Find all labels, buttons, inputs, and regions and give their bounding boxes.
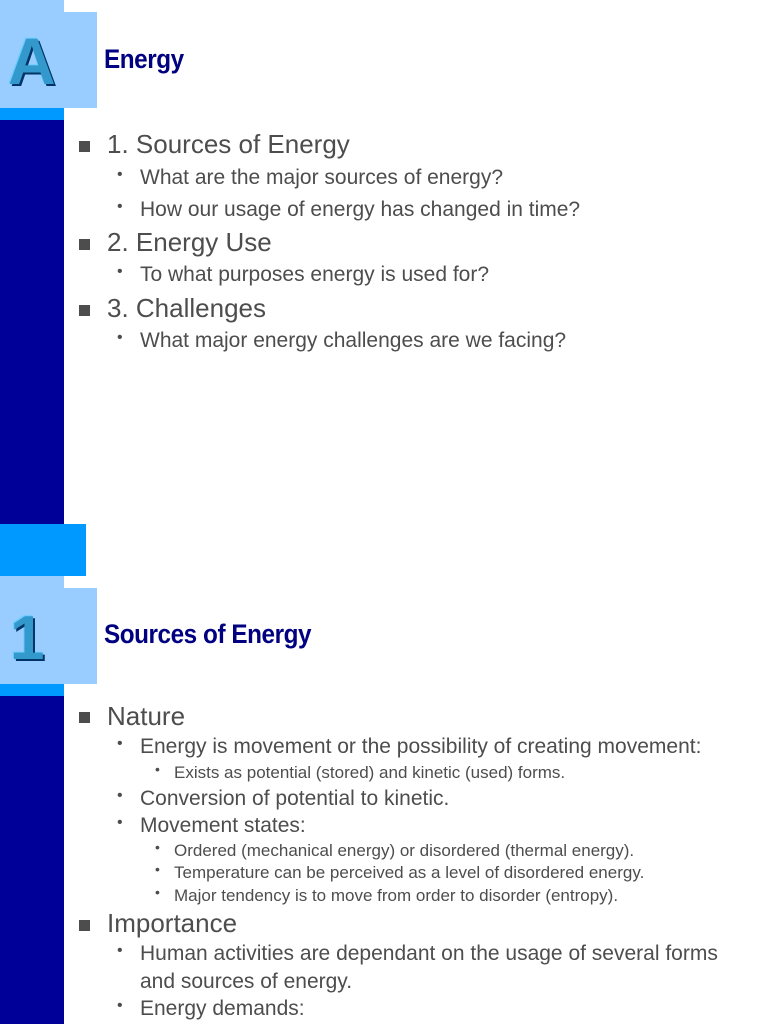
slide1-top-bar [0,0,64,12]
bullet-square [79,239,90,250]
bullet-dot: • [117,735,123,752]
list-item: What are the major sources of energy? [140,166,504,189]
slide2-top-bar [0,576,64,588]
bullet-dot: • [155,761,160,777]
slide2-title: Sources of Energy [104,619,312,649]
list-item: Nature [107,701,186,731]
bullet-dot: • [117,814,123,831]
slide1-title: Energy [104,44,184,74]
bullet-dot: • [117,997,123,1014]
slide2-badge-underline [0,684,64,696]
bullet-dot: • [117,329,123,346]
slide-divider-block [0,524,86,576]
slide2-badge-number: 1 [10,604,45,673]
list-item: 3. Challenges [107,293,266,323]
bullet-dot: • [117,166,123,183]
bullet-dot: • [117,787,123,804]
list-item: Energy is movement or the possibility of creating movement: [140,735,702,758]
list-item: How our usage of energy has changed in time? [140,198,581,221]
list-item: Conversion of potential to kinetic. [140,787,450,810]
list-item: To what purposes energy is used for? [140,263,490,286]
bullet-dot: • [117,198,123,215]
bullet-square [79,305,90,316]
bullet-dot: • [155,884,160,900]
list-item: Ordered (mechanical energy) or disordered (thermal energy). [174,841,635,860]
bullet-square [79,920,90,931]
list-item: Temperature can be perceived as a level of disordered energy. [174,863,645,882]
slide1-badge-underline [0,108,64,120]
bullet-dot: • [155,861,160,877]
list-item: 1. Sources of Energy [107,129,350,159]
slide1-badge-letter: A [8,24,56,98]
list-item: 2. Energy Use [107,227,272,257]
list-item: Energy demands: [140,997,305,1020]
list-item: Human activities are dependant on the usage of several forms [140,942,718,965]
list-item: Movement states: [140,814,306,837]
list-item: Exists as potential (stored) and kinetic (used) forms. [174,763,566,782]
bullet-square [79,712,90,723]
list-item: Major tendency is to move from order to disorder (entropy). [174,886,619,905]
list-item: Importance [107,908,238,938]
list-item: What major energy challenges are we facing? [140,329,567,352]
bullet-dot: • [155,839,160,855]
bullet-square [79,141,90,152]
bullet-dot: • [117,942,123,959]
list-item: and sources of energy. [140,970,353,993]
bullet-dot: • [117,263,123,280]
